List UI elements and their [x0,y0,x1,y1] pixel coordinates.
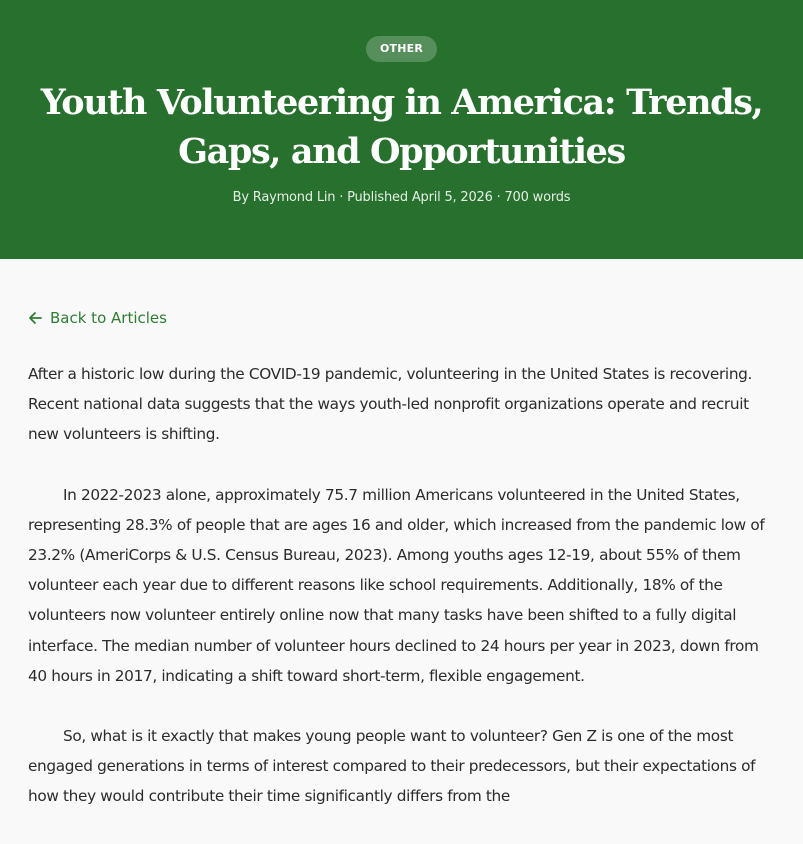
back-to-articles-link[interactable] [28,309,167,327]
page-title: Youth Volunteering in America: Trends, Gaps, and Opportunities [40,82,763,172]
article-content [0,259,803,812]
article-paragraph: So, what is it exactly that makes young people want to volunteer? Gen Z is one of the most engaged generations in terms of interest compared to their predecessors, but their expectations of how they would contribute their time significantly differs from the [28,727,756,806]
arrow-left-icon [28,311,42,325]
back-link-label: Back to Articles [50,309,167,327]
category-badge[interactable]: OTHER [366,36,437,62]
article-paragraph: After a historic low during the COVID-19 pandemic, volunteering in the United States is recovering. Recent national data suggests that the ways youth-led nonprofit organizations operate and recruit new volunteers is shifting. [28,365,753,444]
article-body [28,359,775,812]
article-paragraph: In 2022-2023 alone, approximately 75.7 million Americans volunteered in the United States, representing 28.3% of people that are ages 16 and older, which increased from the pandemic low of 23.2% (AmeriCorps & U.S. Census Bureau, 2023). Among youths ages 12-19, about 55% of them volunteer each year due to different reasons like school requirements. Additionally, 18% of the volunteers now volunteer entirely online now that many tasks have been shifted to a fully digital interface. The median number of volunteer hours declined to 24 hours per year in 2023, down from 40 hours in 2017, indicating a shift toward short-term, flexible engagement. [28,485,765,685]
article-header [0,0,803,259]
article-meta: By Raymond Lin · Published April 5, 2026 · 700 words [232,190,571,205]
